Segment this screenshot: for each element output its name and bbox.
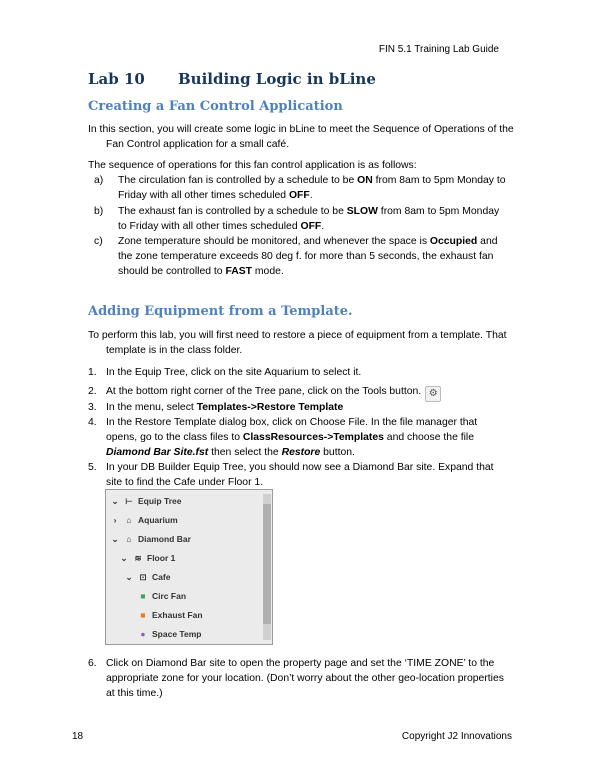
chevron-down-icon: ⌄ bbox=[111, 534, 119, 544]
page-number: 18 bbox=[72, 731, 84, 742]
tree-row-equip-tree[interactable] bbox=[110, 496, 181, 507]
fan-icon: ■ bbox=[140, 610, 146, 620]
equip-tree-icon: ⊢ bbox=[125, 496, 133, 506]
step-text: In the Equip Tree, click on the site Aquarium to select it. bbox=[106, 367, 362, 378]
tree-row-circ-fan[interactable] bbox=[138, 591, 186, 601]
list-marker: c) bbox=[94, 236, 103, 247]
tree-row-space-temp[interactable] bbox=[138, 629, 201, 639]
chevron-down-icon: ⌄ bbox=[125, 572, 133, 582]
site-icon: ⌂ bbox=[126, 515, 132, 525]
section-heading-adding-equipment: Adding Equipment from a Template. bbox=[88, 304, 353, 319]
tree-row-floor-1[interactable] bbox=[119, 553, 175, 564]
tree-row-label: Space Temp bbox=[152, 629, 202, 639]
tree-row-cafe[interactable] bbox=[124, 572, 170, 583]
tree-row-exhaust-fan[interactable] bbox=[138, 610, 203, 620]
scrollbar-thumb[interactable] bbox=[263, 504, 271, 624]
tree-row-label: Cafe bbox=[152, 572, 171, 582]
step-marker: 5. bbox=[88, 462, 97, 473]
item-bold: ON bbox=[357, 175, 373, 186]
sequence-item-c bbox=[94, 234, 508, 279]
site-icon: ⌂ bbox=[126, 534, 132, 544]
step-text: Click on Diamond Bar site to open the property page and set the ‘TIME ZONE’ to the appropriate zone for your location. (Don’t worry about the other geo-location properties at this time.) bbox=[106, 658, 504, 699]
section1-lead: The sequence of operations for this fan control application is as follows: bbox=[88, 160, 417, 171]
tree-row-aquarium[interactable] bbox=[110, 515, 178, 525]
item-text: . bbox=[321, 221, 325, 232]
floor-icon: ≋ bbox=[134, 553, 142, 563]
step-marker: 3. bbox=[88, 402, 97, 413]
copyright: Copyright J2 Innovations bbox=[401, 731, 512, 742]
step-marker: 2. bbox=[88, 386, 97, 397]
item-text: The circulation fan is controlled by a schedule to be bbox=[118, 175, 358, 186]
step-marker: 6. bbox=[88, 658, 97, 669]
tree-row-label: Diamond Bar bbox=[138, 534, 191, 544]
sequence-item-b bbox=[94, 204, 508, 234]
step-1 bbox=[88, 365, 511, 380]
section1-intro: In this section, you will create some logic in bLine to meet the Sequence of Operations of the Fan Control application for a small café. bbox=[88, 124, 514, 150]
chevron-down-icon: ⌄ bbox=[111, 496, 119, 506]
step-bold: Templates->Restore Template bbox=[196, 402, 344, 413]
item-text: . bbox=[309, 190, 313, 201]
item-text: from 8am to 5pm Monday to Friday with all other times scheduled bbox=[118, 206, 500, 232]
item-text: Zone temperature should be monitored, and whenever the space is bbox=[118, 236, 430, 247]
running-header: FIN 5.1 Training Lab Guide bbox=[378, 44, 499, 55]
tree-row-label: Aquarium bbox=[138, 515, 178, 525]
sensor-icon: ● bbox=[140, 629, 146, 639]
tree-row-label: Circ Fan bbox=[152, 591, 187, 601]
item-bold: Occupied bbox=[429, 236, 478, 247]
lab-heading bbox=[88, 70, 376, 88]
step-text: In the Restore Template dialog box, click on Choose File. In the file manager that opens, go to the class files to bbox=[106, 417, 478, 443]
equip-tree-screenshot bbox=[105, 489, 273, 645]
list-marker: a) bbox=[94, 175, 104, 186]
sequence-item-a bbox=[94, 173, 508, 203]
step-bold-italic: Diamond Bar Site.fst bbox=[106, 447, 209, 458]
step-text: button. bbox=[320, 447, 355, 458]
step-6 bbox=[88, 656, 511, 701]
tree-row-label: Equip Tree bbox=[138, 496, 182, 506]
section2-intro: To perform this lab, you will first need to restore a piece of equipment from a template. That template is in the class folder. bbox=[88, 330, 507, 356]
list-marker: b) bbox=[94, 206, 104, 217]
tree-scrollbar[interactable] bbox=[263, 494, 271, 640]
step-bold: ClassResources->Templates bbox=[242, 432, 384, 443]
item-bold: OFF bbox=[300, 221, 322, 232]
step-3 bbox=[88, 400, 511, 415]
fan-icon: ■ bbox=[140, 591, 146, 601]
gear-icon: ⚙ bbox=[425, 386, 441, 402]
chevron-right-icon: › bbox=[113, 515, 117, 525]
tree-row-diamond-bar[interactable] bbox=[110, 534, 191, 545]
item-text: mode. bbox=[252, 266, 284, 277]
tree-row-label: Floor 1 bbox=[147, 553, 176, 563]
item-text: from 8am to 5pm Monday to Friday with all other times scheduled bbox=[118, 175, 506, 201]
item-bold: OFF bbox=[288, 190, 310, 201]
item-text: The exhaust fan is controlled by a schedule to be bbox=[118, 206, 347, 217]
chevron-down-icon: ⌄ bbox=[120, 553, 128, 563]
lab-title: Building Logic in bLine bbox=[178, 70, 376, 88]
item-bold: SLOW bbox=[346, 206, 378, 217]
space-icon: ⊡ bbox=[139, 572, 147, 582]
step-text: In the menu, select bbox=[106, 402, 197, 413]
step-text: In your DB Builder Equip Tree, you should now see a Diamond Bar site. Expand that site to find the Cafe under Floor 1. bbox=[106, 462, 494, 488]
step-marker: 1. bbox=[88, 367, 97, 378]
step-text: At the bottom right corner of the Tree pane, click on the Tools button. bbox=[106, 386, 422, 397]
tree-row-label: Exhaust Fan bbox=[152, 610, 203, 620]
section-heading-fan-control: Creating a Fan Control Application bbox=[88, 99, 343, 114]
step-text: and choose the file bbox=[383, 432, 475, 443]
step-bold-italic: Restore bbox=[281, 447, 321, 458]
step-5 bbox=[88, 460, 511, 490]
item-bold: FAST bbox=[225, 266, 253, 277]
item-text: and the zone temperature exceeds 80 deg f. for more than 5 seconds, the exhaust fan should be controlled to bbox=[118, 236, 498, 277]
step-marker: 4. bbox=[88, 417, 97, 428]
step-text: then select the bbox=[208, 447, 282, 458]
step-4 bbox=[88, 415, 511, 460]
lab-number: Lab 10 bbox=[88, 70, 145, 88]
